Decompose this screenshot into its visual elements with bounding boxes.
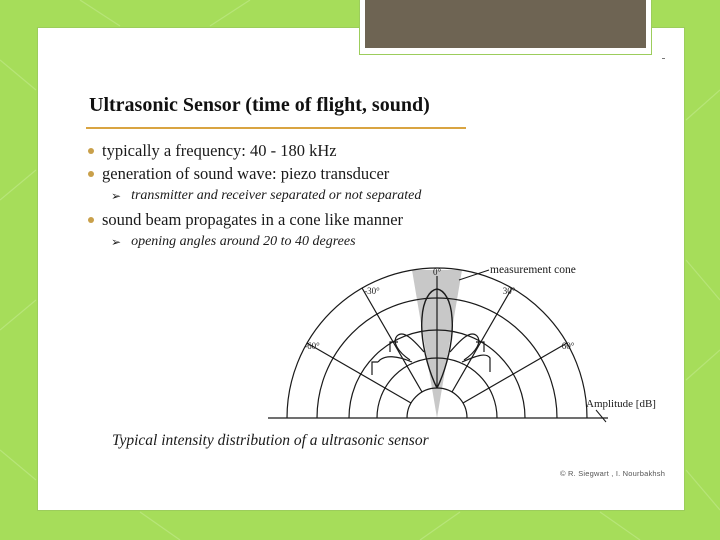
bullet-text: typically a frequency: 40 - 180 kHz [102, 141, 337, 160]
measurement-cone-label: measurement cone [490, 264, 576, 276]
cone-pointer [459, 270, 489, 280]
copyright-credit: © R. Siegwart , I. Nourbakhsh [560, 469, 666, 478]
angle-label-minus60: -60° [304, 341, 320, 351]
arrow-bullet-icon: ➢ [111, 234, 122, 249]
radial-line-minus60 [307, 343, 411, 403]
amplitude-arrow [596, 410, 606, 422]
bullet-text: generation of sound wave: piezo transducer [102, 164, 390, 183]
angle-label-0: 0° [432, 267, 442, 277]
sub-bullet-text: opening angles around 20 to 40 degrees [131, 234, 356, 249]
radial-line-60 [463, 343, 567, 403]
side-lobe-far-right [462, 355, 490, 372]
angle-label-minus30: -30° [364, 286, 380, 296]
arrow-bullet-icon: ➢ [111, 188, 122, 203]
sub-bullet-text: transmitter and receiver separated or not separated [131, 188, 422, 203]
slide-title: Ultrasonic Sensor (time of flight, sound) [89, 94, 430, 116]
angle-label-60: 60° [561, 341, 575, 351]
amplitude-axis-label: Amplitude [dB] [586, 398, 656, 410]
side-lobe-left [390, 334, 424, 360]
angle-label-30: 30° [502, 286, 516, 296]
bullet-text: sound beam propagates in a cone like manner [102, 210, 404, 229]
diagram-caption: Typical intensity distribution of a ultrasonic sensor [112, 432, 429, 449]
